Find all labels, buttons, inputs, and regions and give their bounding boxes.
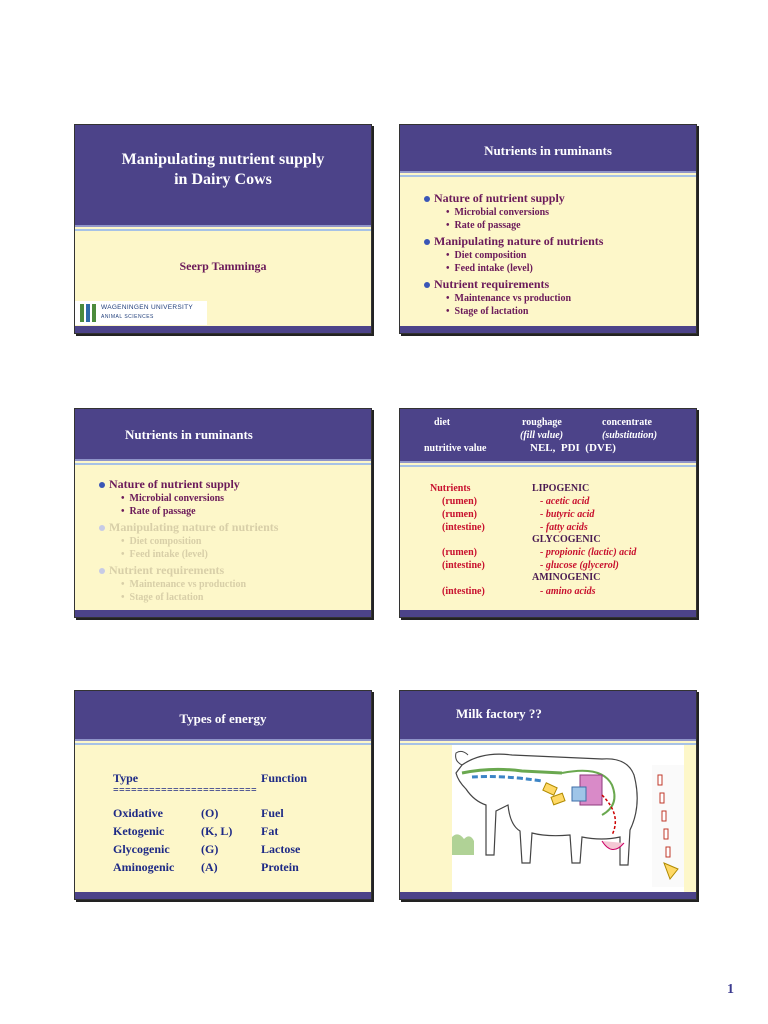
slide3-bullets [99,475,278,604]
intestine-label: (intestine) [442,560,485,571]
fill-value-label: (fill value) [520,430,564,441]
energy-function: Protein [261,860,299,874]
energy-type: Glycogenic [113,842,170,856]
slide-nutrients-ruminants [399,124,697,334]
intestine-label: (intestine) [442,586,485,597]
energy-function: Lactose [261,842,301,856]
energy-code: (G) [201,842,219,856]
slide-nutrients-ruminants-focus [74,408,372,618]
bullet-item: Nature of nutrient supply [424,191,603,206]
sub-bullet-dimmed: • Feed intake (level) [99,548,278,561]
sub-bullet: • Rate of passage [424,219,603,232]
slide6-title: Milk factory ?? [456,706,542,721]
bullet-item-dimmed: Manipulating nature of nutrients [99,520,278,535]
roughage-label: roughage [522,417,562,428]
energy-function: Fat [261,824,279,838]
glycogenic-heading: GLYCOGENIC [532,534,601,545]
page-number: 1 [727,982,734,997]
bullet-item: Nature of nutrient supply [99,477,278,492]
column-function-header: Function [261,771,308,785]
propionic-acid: - propionic (lactic) acid [540,547,637,558]
nel-pdi-label: NEL, PDI (DVE) [530,442,616,454]
bullet-item: Nutrient requirements [424,277,603,292]
slide-title-line1: Manipulating nutrient supply [121,151,325,168]
slide-types-of-energy [74,690,372,900]
logo-text-faculty: ANIMAL SCIENCES [101,314,154,320]
nutrients-label: Nutrients [430,483,471,494]
substitution-label: (substitution) [602,430,658,441]
rumen-label: (rumen) [442,547,477,558]
lipogenic-heading: LIPOGENIC [532,483,590,494]
bullet-item-dimmed: Nutrient requirements [99,563,278,578]
energy-type: Aminogenic [113,860,175,874]
separator-line: ======================== [113,785,257,796]
concentrate-label: concentrate [602,417,652,428]
energy-code: (K, L) [201,824,233,838]
sub-bullet: • Diet composition [424,249,603,262]
sub-bullet: • Feed intake (level) [424,262,603,275]
slide3-title: Nutrients in ruminants [125,427,253,442]
amino-acids: - amino acids [540,586,596,597]
nutritive-value-label: nutritive value [424,443,487,454]
diet-label: diet [434,417,451,428]
aminogenic-heading: AMINOGENIC [532,572,601,583]
slide2-title: Nutrients in ruminants [484,143,612,158]
sub-bullet-dimmed: • Maintenance vs production [99,578,278,591]
butyric-acid: - butyric acid [540,509,595,520]
column-type-header: Type [113,771,139,785]
sub-bullet: • Microbial conversions [424,206,603,219]
slide-title [74,124,372,334]
acetic-acid: - acetic acid [540,496,590,507]
glucose-glycerol: - glucose (glycerol) [540,560,619,571]
sub-bullet: • Stage of lactation [424,305,603,318]
sub-bullet: • Rate of passage [99,505,278,518]
logo-mark-icon [78,302,98,324]
rumen-label: (rumen) [442,496,477,507]
fatty-acids: - fatty acids [540,522,588,533]
slide-title-line2: in Dairy Cows [174,171,272,188]
slide-milk-factory [399,690,697,900]
slide-diet-nutrients [399,408,697,618]
bullet-item: Manipulating nature of nutrients [424,234,603,249]
energy-code: (O) [201,806,219,820]
slide2-bullets [424,189,603,318]
energy-function: Fuel [261,806,284,820]
energy-code: (A) [201,860,218,874]
cow-drawing-icon [452,745,684,895]
author-name: Seerp Tamminga [179,259,267,273]
sub-bullet: • Microbial conversions [99,492,278,505]
intestine-label: (intestine) [442,522,485,533]
rumen-label: (rumen) [442,509,477,520]
cow-digestion-illustration [452,745,684,895]
energy-type: Ketogenic [113,824,165,838]
logo-text-university: WAGENINGEN UNIVERSITY [101,304,194,311]
sub-bullet: • Maintenance vs production [424,292,603,305]
energy-type: Oxidative [113,806,163,820]
university-logo [75,301,207,325]
sub-bullet-dimmed: • Diet composition [99,535,278,548]
sub-bullet-dimmed: • Stage of lactation [99,591,278,604]
slide5-title: Types of energy [179,711,267,726]
